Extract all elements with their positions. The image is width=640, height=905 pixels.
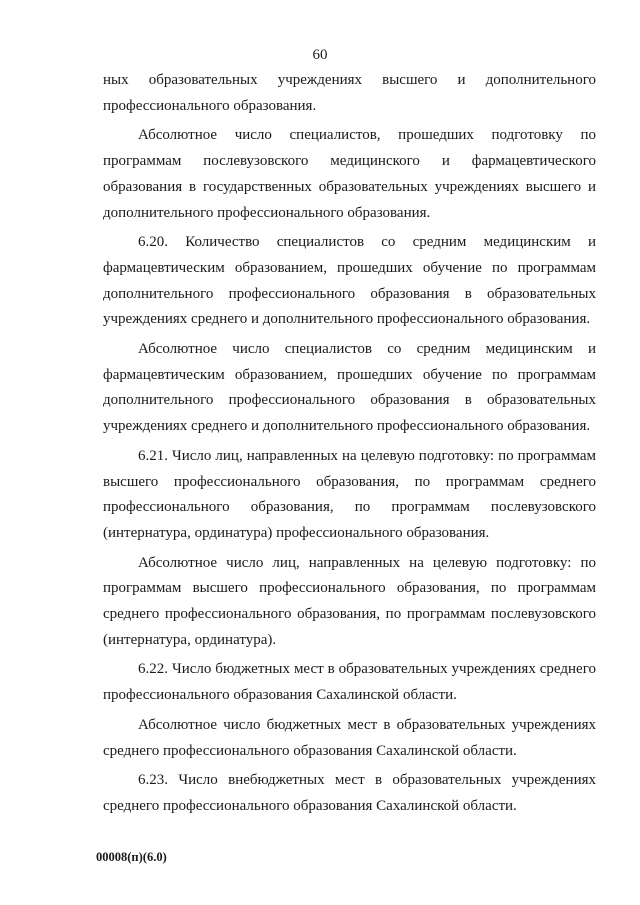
paragraph: 6.21. Число лиц, направленных на целевую подготовку: по программам высшего профессионального образования, по программам среднего профессионального образования, по программам послевузовского (интернатура, ординатура) профессионального образования.	[103, 447, 596, 541]
paragraph: Абсолютное число лиц, направленных на целевую подготовку: по программам высшего профессионального образования, по программам среднего профессионального образования, по программам послевузовского (интернатура, ординатура).	[103, 554, 596, 648]
paragraph: Абсолютное число специалистов, прошедших подготовку по программам послевузовского медицинского и фармацевтического образования в государственных образовательных учреждениях высшего и дополнительного профессионального образования.	[103, 127, 596, 221]
paragraph: 6.23. Число внебюджетных мест в образовательных учреждениях среднего профессионального образования Сахалинской области.	[103, 772, 596, 814]
document-code: 00008(п)(6.0)	[96, 850, 167, 864]
paragraph: 6.22. Число бюджетных мест в образовательных учреждениях среднего профессионального образования Сахалинской области.	[103, 661, 596, 704]
paragraph: Абсолютное число специалистов со средним медицинским и фармацевтическим образованием, прошедших обучение по программам дополнительного профессионального образования в образовательных учреждениях среднего и дополнительного профессионального образования.	[103, 341, 596, 435]
document-body	[103, 68, 596, 820]
paragraph: ных образовательных учреждениях высшего и дополнительного профессионального образования.	[103, 72, 596, 114]
paragraph: 6.20. Количество специалистов со средним медицинским и фармацевтическим образованием, прошедших обучение по программам дополнительного профессионального образования в образовательных учреждениях среднего и дополнительного профессионального образования.	[103, 234, 596, 328]
page-number: 60	[312, 47, 328, 63]
paragraph: Абсолютное число бюджетных мест в образовательных учреждениях среднего профессионального образования Сахалинской области.	[103, 716, 596, 759]
